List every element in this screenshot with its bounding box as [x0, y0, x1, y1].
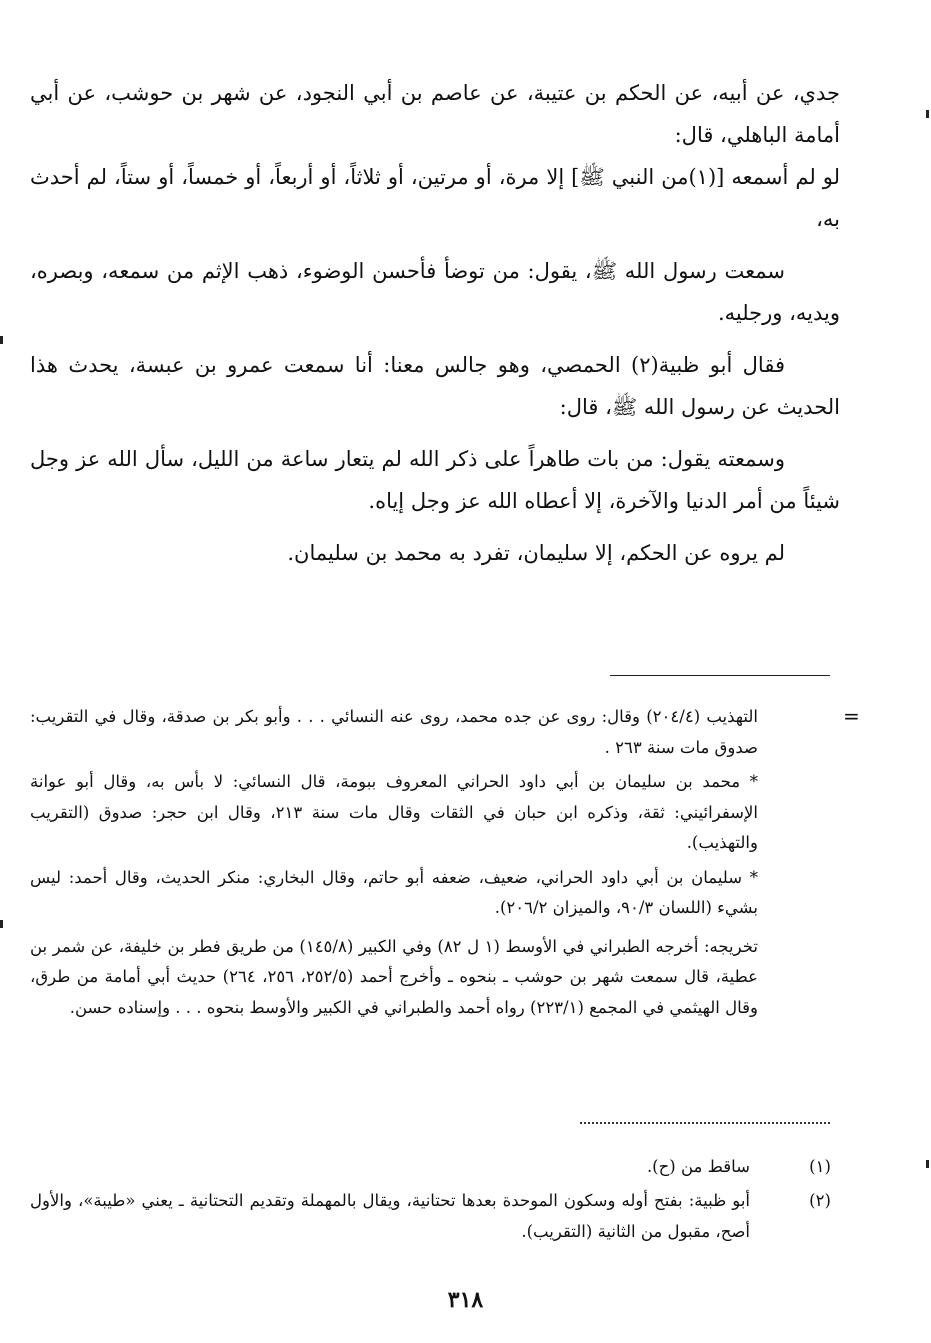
- commentary-notes: [30, 702, 758, 1023]
- page-number: ٣١٨: [447, 1287, 484, 1313]
- note-paragraph: * سليمان بن أبي داود الحراني، ضعيف، ضعفه أبو حاتم، وقال البخاري: منكر الحديث، وقال أحمد: ليس بشيء (اللسان ٩٠/٣، والميزان ٢٠٦/٢).: [30, 867, 758, 917]
- text-paragraph: فقال أبو ظبية(٢) الحمصي، وهو جالس معنا: أنا سمعت عمرو بن عبسة، يحدث هذا الحديث عن رسول الله ﷺ، قال:: [30, 353, 840, 419]
- scan-edge-mark: [0, 920, 3, 928]
- note-paragraph: التهذيب (٢٠٤/٤) وقال: روى عن جده محمد، روى عنه النسائي . . . وأبو بكر بن صدقة، وقال في التقريب: صدوق مات سنة ٢٦٣ .: [30, 707, 758, 757]
- dotted-separator: [580, 1122, 830, 1124]
- text-paragraph: لم يروه عن الحكم، إلا سليمان، تفرد به محمد بن سليمان.: [287, 541, 785, 565]
- text-paragraph: لو لم أسمعه [(١)من النبي ﷺ] إلا مرة، أو مرتين، أو ثلاثاً، أو أربعاً، أو خمساً، أو ستاً، لم أحدث به،: [30, 165, 841, 231]
- scan-edge-mark: [926, 1160, 929, 1168]
- footnote-separator: [610, 675, 830, 676]
- continuation-mark: =: [843, 704, 860, 728]
- text-paragraph: جدي، عن أبيه، عن الحكم بن عتيبة، عن عاصم بن أبي النجود، عن شهر بن حوشب، عن أبي أمامة الباهلي، قال:: [30, 81, 840, 147]
- footnote-number: (١): [809, 1157, 831, 1176]
- note-paragraph: * محمد بن سليمان بن أبي داود الحراني المعروف ببومة، قال النسائي: لا بأس به، وقال أبو عوانة الإسفرائيني: ثقة، وذكره ابن حبان في الثقات وقال مات سنة ٢١٣، وقال ابن حجر: صدوق (التقريب والتهذيب).: [30, 772, 758, 852]
- footnote: [30, 1152, 840, 1183]
- text-paragraph: سمعت رسول الله ﷺ، يقول: من توضأ فأحسن الوضوء، ذهب الإثم من سمعه، وبصره، ويديه، ورجليه.: [30, 259, 840, 325]
- scan-edge-mark: [0, 336, 3, 344]
- footnote-text: ساقط من (ح).: [646, 1157, 750, 1176]
- footnote: [30, 1186, 840, 1247]
- main-text: [30, 72, 840, 574]
- text-paragraph: وسمعته يقول: من بات طاهراً على ذكر الله لم يتعار ساعة من الليل، سأل الله عز وجل شيئاً من أمر الدنيا والآخرة، إلا أعطاه الله عز وجل إياه.: [30, 447, 840, 513]
- footnote-text: أبو ظبية: بفتح أوله وسكون الموحدة بعدها تحتانية، ويقال بالمهملة وتقديم التحتانية ـ يعني «طيبة»، والأول أصح، مقبول من الثانية (التقريب).: [30, 1191, 750, 1241]
- scan-edge-mark: [926, 110, 929, 118]
- footnote-number: (٢): [809, 1191, 831, 1210]
- note-paragraph: تخريجه: أخرجه الطبراني في الأوسط (١ ل ٨٢) وفي الكبير (١٤٥/٨) من طريق فطر بن خليفة، عن شمر بن عطية، قال سمعت شهر بن حوشب ـ بنحوه ـ وأخرج أحمد (٢٥٢/٥، ٢٥٦، ٢٦٤) حديث أبي أمامة من طرق، وقال الهيثمي في المجمع (٢٢٣/١) رواه أحمد والطبراني في الكبير والأوسط بنحوه . . . وإسناده حسن.: [30, 936, 758, 1017]
